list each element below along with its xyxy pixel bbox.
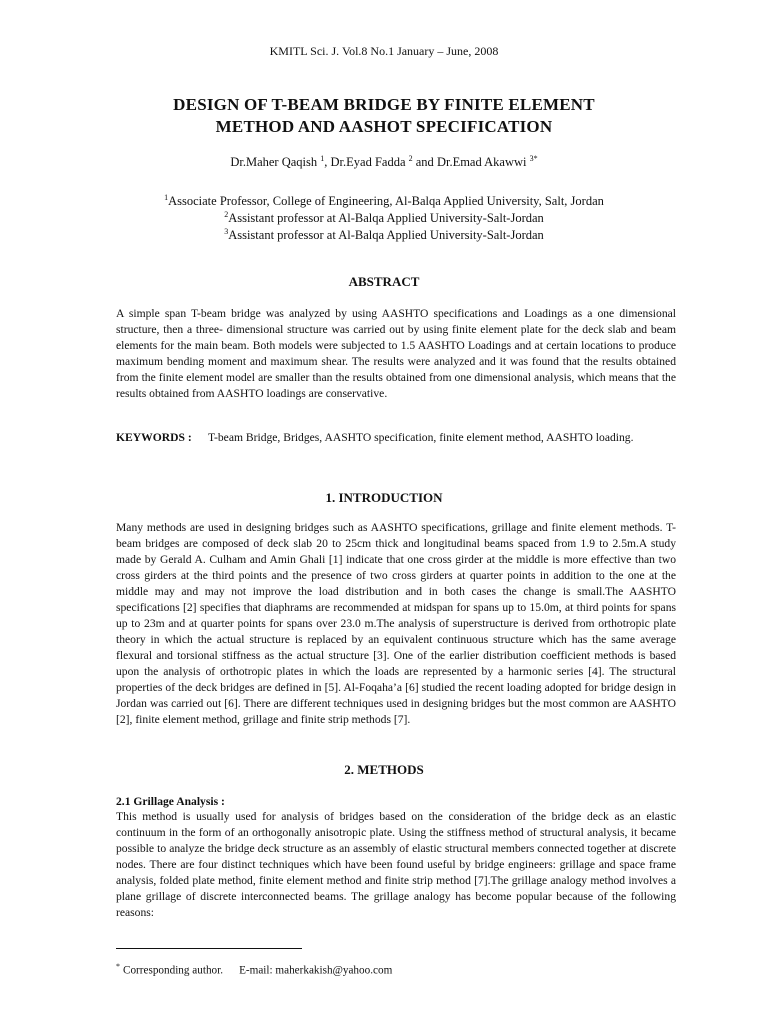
author-3-mark: 3* xyxy=(529,153,538,163)
title-line-2: METHOD AND AASHOT SPECIFICATION xyxy=(215,117,553,136)
author-1-mark: 1 xyxy=(320,153,325,163)
keywords-text: T-beam Bridge, Bridges, AASHTO specification, finite element method, AASHTO loading. xyxy=(208,431,634,444)
affiliation-2 xyxy=(0,210,768,227)
author-2: Dr.Eyad Fadda xyxy=(330,155,406,169)
affiliation-1-text: Associate Professor, College of Engineering, Al-Balqa Applied University, Salt, Jordan xyxy=(168,194,604,208)
abstract-text: A simple span T-beam bridge was analyzed by using AASHTO specifications and Loadings as a one dimensional structure, then a three- dimensional structure was carried out by using finite element plate for the deck slab and beam elements for the main beam. Both models were subjected to 1.5 AASHTO Loadings and at certain locations to produce maximum bending moment and maximum shear. The results were analyzed and it was found that the results obtained from the finite element model are smaller than the results obtained from one dimensional analysis, which means that the results obtained from AASHTO loadings are conservative. xyxy=(116,307,676,400)
abstract-heading: ABSTRACT xyxy=(348,274,420,289)
author-separator: and xyxy=(412,155,437,169)
affiliation-2-text: Assistant professor at Al-Balqa Applied University-Salt-Jordan xyxy=(228,211,544,225)
affiliation-list xyxy=(0,193,768,244)
footnote-email: E-mail: maherkakish@yahoo.com xyxy=(239,964,393,977)
author-1: Dr.Maher Qaqish xyxy=(230,155,318,169)
footnote-text: Corresponding author. xyxy=(123,964,224,977)
introduction-heading: 1. INTRODUCTION xyxy=(325,490,443,505)
methods-heading: 2. METHODS xyxy=(344,762,424,777)
grillage-subheading: 2.1 Grillage Analysis : xyxy=(116,795,225,808)
author-separator: , xyxy=(324,155,331,169)
affiliation-2-mark: 2 xyxy=(224,209,229,219)
introduction-text: Many methods are used in designing bridges such as AASHTO specifications, grillage and finite element methods. T-beam bridges are composed of deck slab 20 to 25cm thick and longitudinal beams spaced from 1.9 to 2.5m.A study made by Gerald A. Culham and Amin Ghali [1] indicate that one cross girder at the middle is more effective than two cross girders at the third points and the presence of two cross girders at quarter points in addition to the one at the middle may and may not improve the load distribution and in both cases the change is small.The AASHTO specifications [2] specifies that diaphrams are recommended at midspan for spans up to 15.0m, at third points for spans up to 23m and at quarter points for spans over 23.0 m.The analysis of superstructure is derived from orthotropic plate theory in which the actual structure is replaced by an equivalent continuous structure which has the same average flexural and torsional stiffness as the actual structure [3]. One of the earlier distribution coefficient methods is based upon the analysis of orthotropic plates in which the loads are represented by a harmonic series [4]. The structural properties of the deck bridges are defined in [5]. Al-Foqaha’a [6] studied the recent loading adopted for bridge design in Jordan was carried out [6]. There are different techniques used in designing bridges but the most common are AASHTO [2], finite element method, grillage and finite strip methods [7]. xyxy=(116,521,676,726)
affiliation-1 xyxy=(0,193,768,210)
title-line-1: DESIGN OF T-BEAM BRIDGE BY FINITE ELEMENT xyxy=(173,95,595,114)
author-3: Dr.Emad Akawwi xyxy=(436,155,527,169)
keywords-label: KEYWORDS : xyxy=(116,431,192,444)
paper-title xyxy=(0,94,768,138)
author-2-mark: 2 xyxy=(408,153,413,163)
affiliation-1-mark: 1 xyxy=(164,192,169,202)
footnote-mark: * xyxy=(116,962,120,971)
affiliation-3-mark: 3 xyxy=(224,226,229,236)
affiliation-3-text: Assistant professor at Al-Balqa Applied University-Salt-Jordan xyxy=(228,228,544,242)
footnote-divider xyxy=(116,948,302,949)
journal-header: KMITL Sci. J. Vol.8 No.1 January – June, 2008 xyxy=(269,44,499,58)
methods-text: This method is usually used for analysis of bridges based on the consideration of the bridge deck as an elastic continuum in the form of an orthogonally anisotropic plate. Using the stiffness method of structural analysis, it became possible to analyze the bridge deck structure as an assembly of elastic structural members connected together at discrete nodes. There are four distinct techniques which have been found useful by bridge engineers: grillage and space frame analysis, folded plate method, finite element method and finite strip method [7].The grillage analogy method involves a plane grillage of discrete interconnected beams. The grillage analogy has become popular because of the following reasons: xyxy=(116,810,676,919)
footnote xyxy=(116,962,392,977)
keywords xyxy=(116,430,676,446)
affiliation-3 xyxy=(0,227,768,244)
author-list xyxy=(0,155,768,170)
